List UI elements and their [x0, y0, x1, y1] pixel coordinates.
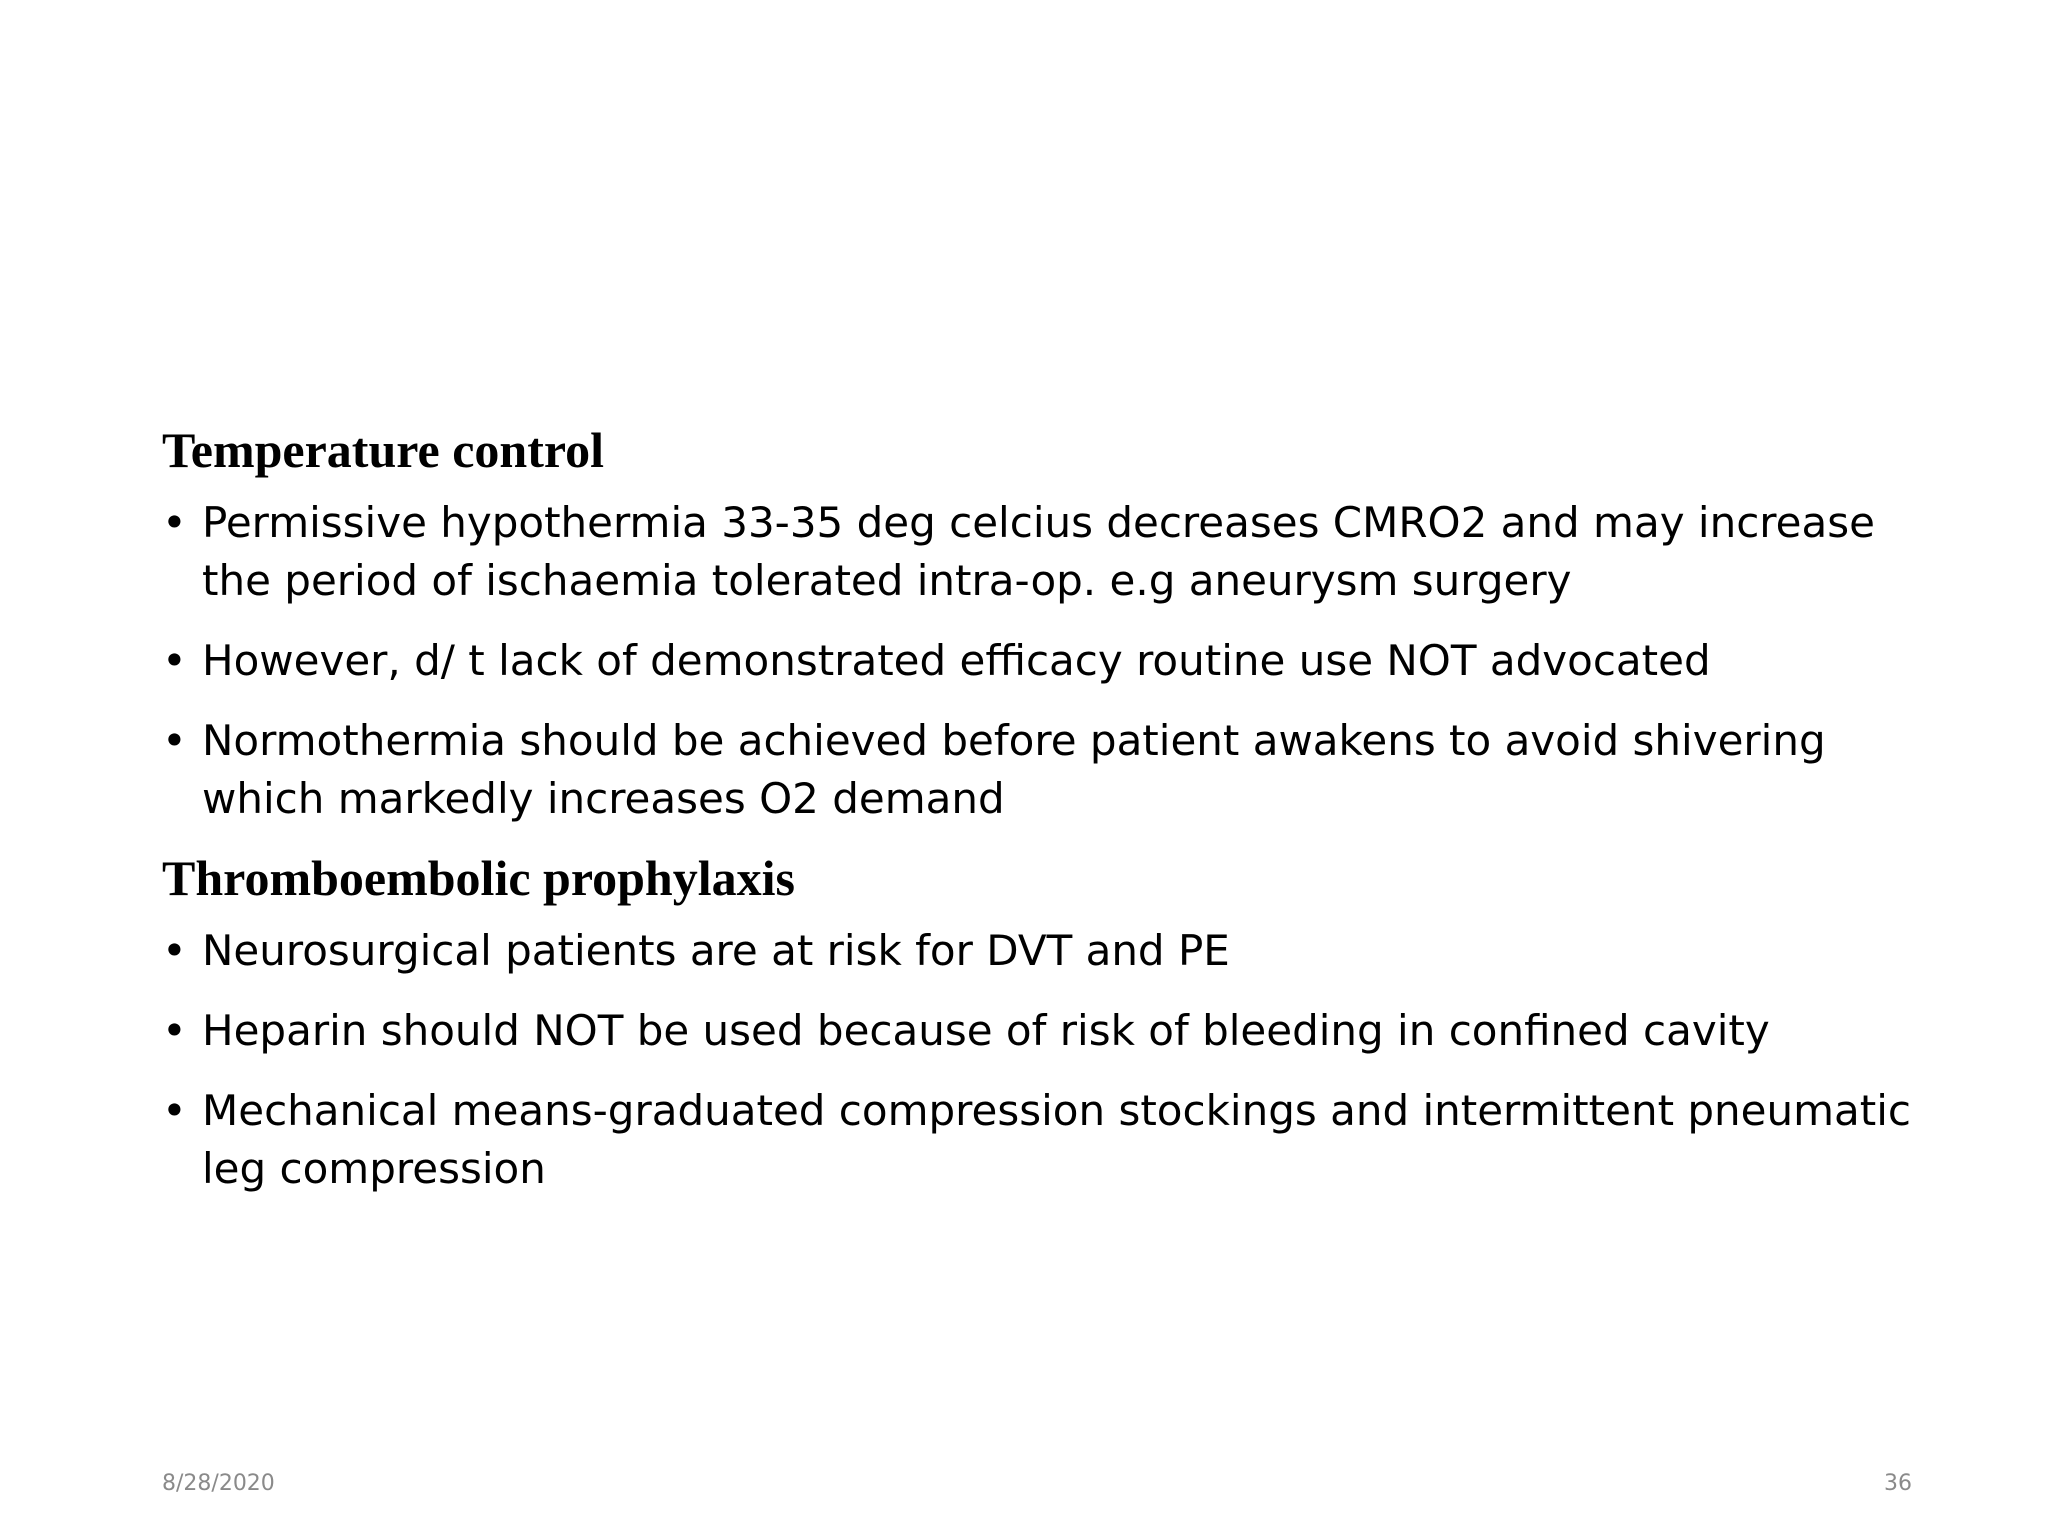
- bullet-text: However, d/ t lack of demonstrated efficacy routine use NOT advocated: [202, 636, 1711, 685]
- bullet-list-thromboembolic-prophylaxis: [162, 922, 1922, 1198]
- slide-content: [162, 420, 1922, 1220]
- bullet-text: Normothermia should be achieved before patient awakens to avoid shivering which markedly increases O2 demand: [202, 716, 1826, 823]
- section-heading-temperature-control: Temperature control: [162, 422, 605, 478]
- list-item: [162, 922, 1922, 980]
- list-item: [162, 632, 1922, 690]
- bullet-text: Permissive hypothermia 33-35 deg celcius decreases CMRO2 and may increase the period of ischaemia tolerated intra-op. e.g aneurysm surgery: [202, 498, 1875, 605]
- list-item: [162, 712, 1922, 828]
- page-number: 36: [1884, 1471, 1912, 1496]
- bullet-icon: •: [162, 1006, 187, 1055]
- bullet-icon: •: [162, 716, 187, 765]
- bullet-icon: •: [162, 498, 187, 547]
- bullet-icon: •: [162, 1086, 187, 1135]
- bullet-icon: •: [162, 926, 187, 975]
- bullet-text: Neurosurgical patients are at risk for DVT and PE: [202, 926, 1230, 975]
- bullet-text: Heparin should NOT be used because of risk of bleeding in confined cavity: [202, 1006, 1770, 1055]
- list-item: [162, 494, 1922, 610]
- bullet-icon: •: [162, 636, 187, 685]
- bullet-text: Mechanical means-graduated compression stockings and intermittent pneumatic leg compression: [202, 1086, 1911, 1193]
- list-item: [162, 1082, 1922, 1198]
- bullet-list-temperature-control: [162, 494, 1922, 828]
- list-item: [162, 1002, 1922, 1060]
- section-heading-thromboembolic-prophylaxis: Thromboembolic prophylaxis: [162, 850, 795, 906]
- footer-date: 8/28/2020: [162, 1471, 275, 1496]
